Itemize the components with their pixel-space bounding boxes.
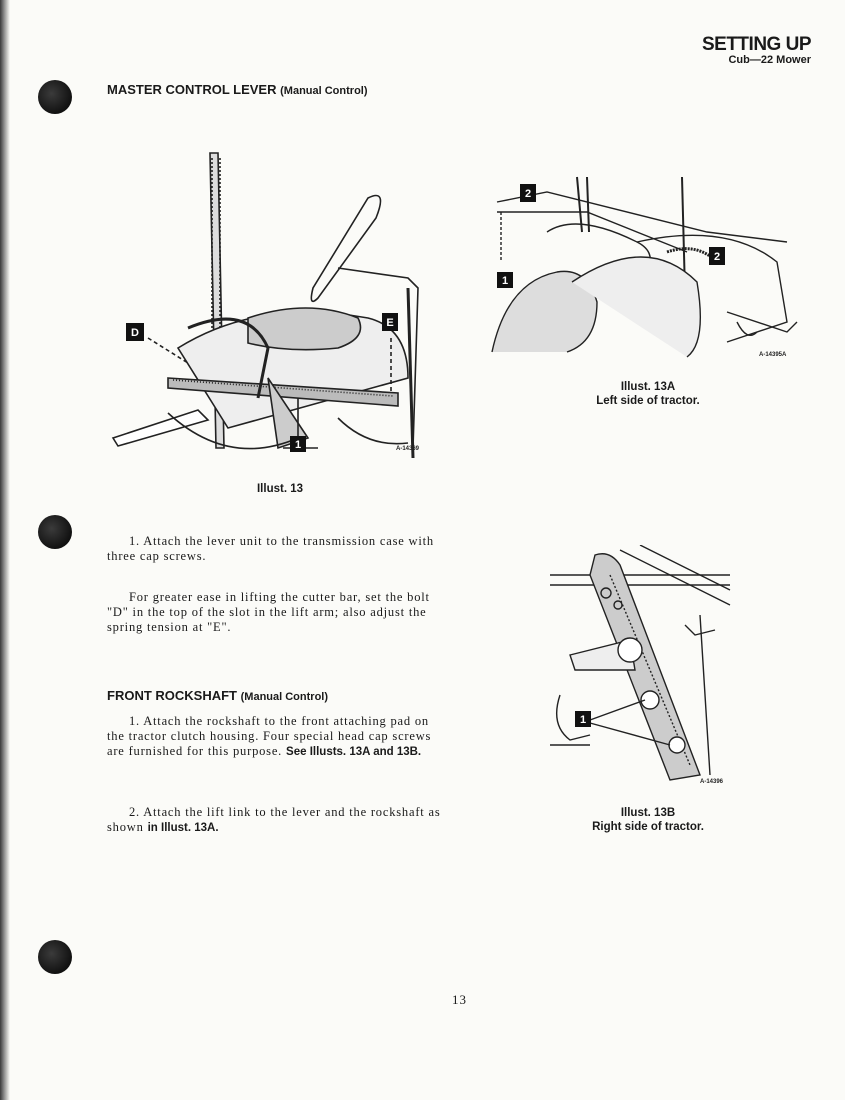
illus13b-caption-title: Illust. 13B — [620, 807, 676, 819]
illus13-callout-d: D — [131, 327, 139, 339]
illus13b-callout-1: 1 — [579, 714, 587, 726]
illustration-13b — [550, 545, 735, 790]
front-rockshaft-heading: FRONT ROCKSHAFT (Manual Control) — [107, 688, 329, 703]
punch-hole-bottom — [38, 940, 72, 974]
rockshaft-step-1-text: 1. Attach the rockshaft to the front attaching pad on the tractor clutch housing. Four special head cap screws are furnished for this purpose. — [107, 714, 432, 758]
punch-hole-middle — [38, 515, 72, 549]
illus13-callout-1: 1 — [294, 439, 302, 451]
illus13a-figure-number: A-14395A — [759, 352, 787, 358]
rockshaft-step-2 — [107, 805, 447, 836]
illus13a-callout-2-right: 2 — [713, 251, 721, 263]
page-binding-edge — [0, 0, 10, 1100]
illustration-13 — [108, 148, 453, 466]
illus13a-caption-title: Illust. 13A — [620, 381, 676, 393]
illus13b-figure-number: A-14396 — [700, 779, 724, 785]
rockshaft-step-2-text: 2. Attach the lift link to the lever and the rockshaft as shown — [107, 805, 441, 834]
rockshaft-step-1-ref: See Illusts. 13A and 13B. — [286, 746, 422, 758]
illus13a-caption — [568, 380, 728, 408]
illus13b-caption-desc: Right side of tractor. — [592, 821, 704, 833]
illus13-caption: Illust. 13 — [256, 483, 304, 495]
illus13-callout-e: E — [386, 317, 394, 329]
rockshaft-step-2-ref: in Illust. 13A. — [147, 822, 219, 834]
rockshaft-step-1 — [107, 714, 447, 760]
illus13b-caption — [568, 806, 728, 834]
punch-hole-top — [38, 80, 72, 114]
illus13-figure-number: A-14369 — [396, 446, 420, 452]
illus13a-callout-1: 1 — [501, 275, 509, 287]
header-title: SETTING UP — [701, 34, 811, 55]
master-control-heading: MASTER CONTROL LEVER (Manual Control) — [107, 82, 368, 97]
page-number: 13 — [452, 992, 467, 1007]
master-note: For greater ease in lifting the cutter bar, set the bolt "D" in the top of the slot in the lift arm; also adjust the spring tension at "E". — [107, 590, 430, 634]
header-subtitle: Cub—22 Mower — [728, 54, 811, 66]
illustration-13a — [487, 172, 802, 362]
master-step-1: 1. Attach the lever unit to the transmission case with three cap screws. — [107, 534, 434, 563]
illus13a-caption-desc: Left side of tractor. — [596, 395, 700, 407]
illus13a-callout-2-top: 2 — [524, 188, 532, 200]
